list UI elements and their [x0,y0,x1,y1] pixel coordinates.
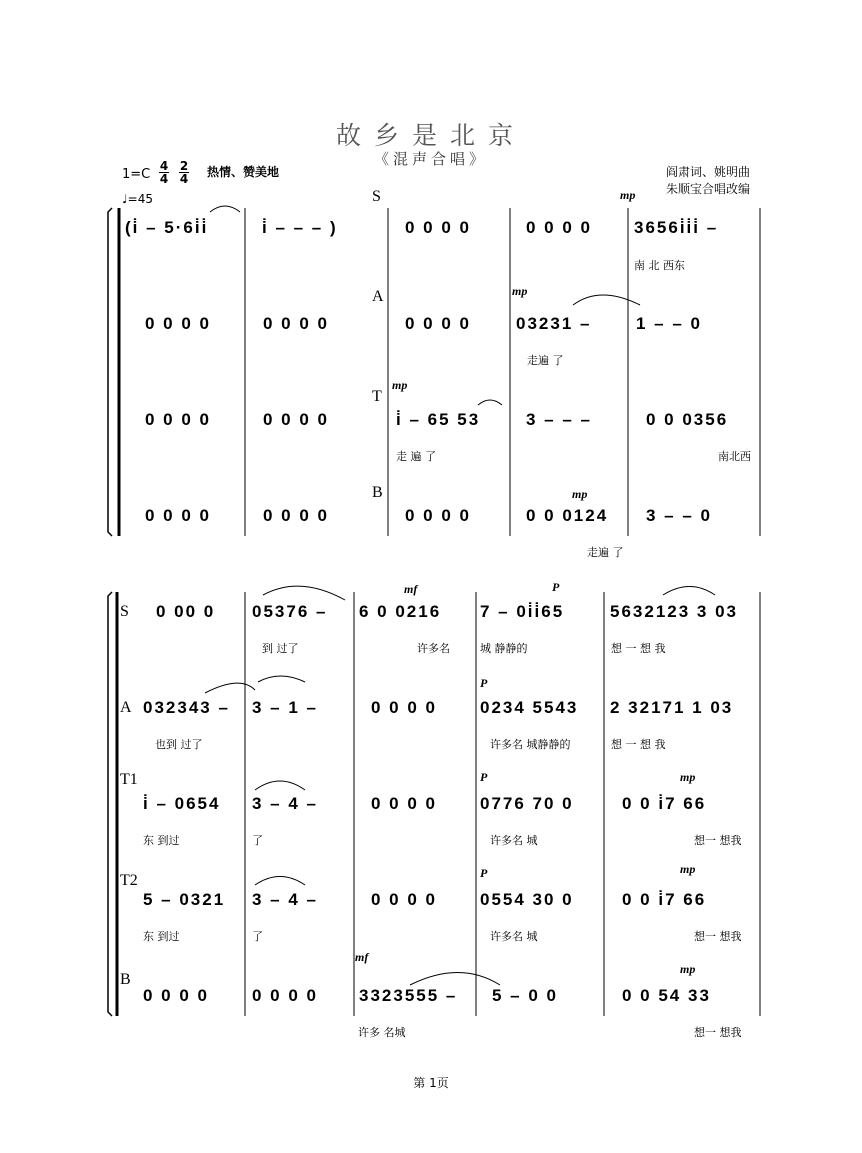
lyric-line: 了 [252,834,263,847]
dynamic-mark: mp [680,770,696,784]
notes-s-m2: 05376 – [252,602,328,621]
notes-s-m4: 7 – 0i̇i̇65 [480,602,565,621]
slur [573,295,640,305]
notes-t1-m2: 3 – 4 – [252,794,318,813]
page-number: 第 1页 [413,1076,449,1090]
notes-a-m1: 0 0 0 0 [145,314,211,333]
voice-label-tenor1: T1 [120,771,138,788]
dynamic-mark: mf [404,582,418,596]
credit-arranger: 朱顺宝合唱改编 [666,182,751,196]
lyric-line: 许多名 [417,642,450,655]
slur [263,586,345,600]
slur [255,877,305,886]
lyric-line: 许多 名城 [358,1026,406,1039]
dynamic-mark: P [552,580,560,594]
notes-t2-m5: 0 0 i̇7 66 [622,890,707,909]
notes-a-m2: 0 0 0 0 [263,314,329,333]
lyric-line: 城 静静的 [480,642,528,655]
lyric-line: 想一 想我 [694,834,742,847]
lyric-line: 想 一 想 我 [611,642,666,655]
notes-t1-m5: 0 0 i̇7 66 [622,794,707,813]
dynamic-mark: mp [512,284,528,298]
notes-t2-m3: 0 0 0 0 [371,890,437,909]
notes-a-m1: 032343 – [143,698,230,717]
notes-b-m2: 0 0 0 0 [263,506,329,525]
notes-s1-m1: (i̇ – 5·6i̇i̇ [125,218,209,237]
lyric-line: 走 遍 了 [396,450,436,463]
notes-t1-m4: 0776 70 0 [480,794,574,813]
voice-label-alto: A [372,288,384,305]
dynamic-mark: P [480,770,488,784]
notes-a-m5: 2 32171 1 03 [610,698,734,717]
lyric-line: 到 过了 [262,642,299,655]
voice-label-alto: A [120,699,132,716]
dynamic-mark: P [480,676,488,690]
dynamic-mark: mp [572,487,588,501]
ts-b-bottom: 4 [179,172,189,186]
notes-b-m1: 0 0 0 0 [143,986,209,1005]
system2-brace [108,592,112,1016]
notes-a-m2: 3 – 1 – [252,698,318,717]
credit-lyrics-music: 阎肃词、姚明曲 [666,165,751,179]
time-signature-a [158,160,170,185]
dynamic-mark: mp [392,378,408,392]
lyric-line: 走遍 了 [527,354,564,367]
notes-a-m4: 0234 5543 [480,698,579,717]
notes-b-m1: 0 0 0 0 [145,506,211,525]
notes-s-m1: 0 00 0 [156,602,216,621]
lyric-line: 想 一 想 我 [611,738,666,751]
lyric-line: 南 北 西东 [634,259,685,272]
dynamic-mark: mp [620,188,636,202]
ts-a-top: 4 [159,159,169,173]
notes-s1-m3: 0 0 0 0 [405,218,471,237]
notes-b-m3: 0 0 0 0 [405,506,471,525]
slur [478,400,502,405]
lyric-line: 了 [252,930,263,943]
dynamic-mark: mp [680,962,696,976]
voice-label-soprano: S [120,603,129,620]
dynamic-mark: P [480,866,488,880]
notes-b-m5: 0 0 54 33 [622,986,711,1005]
slur [410,973,500,986]
ts-a-bottom: 4 [159,172,169,186]
slur [663,587,715,596]
notes-a-m4: 03231 – [516,314,592,333]
notes-b-m5: 3 – – 0 [646,506,712,525]
notes-s-m3: 6 0 0216 [359,602,442,621]
ts-b-top: 2 [179,159,189,173]
lyric-line: 南北西 [718,450,751,463]
voice-label-bass: B [120,971,131,988]
lyric-line: 许多名 城 [490,834,538,847]
notes-t-m5: 0 0 0356 [646,410,729,429]
notes-a-m3: 0 0 0 0 [371,698,437,717]
system1-brace [108,208,112,536]
voice-label-bass: B [372,484,383,501]
lyric-line: 走遍 了 [587,546,624,559]
lyric-line: 想一 想我 [694,1026,742,1039]
notes-t2-m1: 5 – 0321 [143,890,226,909]
lyric-line: 东 到过 [143,930,180,943]
slur [205,683,255,693]
voice-label-soprano: S [372,188,381,205]
notes-a-m3: 0 0 0 0 [405,314,471,333]
metronome-mark: ♩=45 [122,192,153,206]
tempo-marking: 热情、赞美地 [207,165,280,179]
notes-b-m2: 0 0 0 0 [252,986,318,1005]
notes-t1-m1: i̇ – 0654 [143,794,221,813]
notes-t2-m2: 3 – 4 – [252,890,318,909]
page-title: 故乡是北京 [335,121,526,150]
notes-b-m4: 0 0 0124 [526,506,609,525]
lyric-line: 许多名 城静静的 [490,738,571,751]
notes-t-m4: 3 – – – [526,410,592,429]
slur [258,676,305,682]
slur [255,781,305,790]
notes-t-m3: i̇ – 65 53 [396,410,481,429]
notes-t-m1: 0 0 0 0 [145,410,211,429]
dynamic-mark: mf [355,950,369,964]
notes-t2-m4: 0554 30 0 [480,890,574,909]
notes-s1-m4: 0 0 0 0 [526,218,592,237]
lyric-line: 许多名 城 [490,930,538,943]
page-subtitle: 《混声合唱》 [373,150,488,168]
voice-label-tenor2: T2 [120,872,138,889]
notes-s-m5: 5632123 3 03 [610,602,738,621]
voice-label-tenor: T [372,388,382,405]
lyric-line: 东 到过 [143,834,180,847]
dynamic-mark: mp [680,862,696,876]
notes-b-m4: 5 – 0 0 [492,986,558,1005]
slur [210,206,240,212]
key-signature: 1=C [122,167,151,182]
notes-t-m2: 0 0 0 0 [263,410,329,429]
notes-s1-m2: i̇ – – – ) [262,218,338,237]
lyric-line: 想一 想我 [694,930,742,943]
notes-b-m3: 3323555 – [359,986,458,1005]
lyric-line: 也到 过了 [155,738,203,751]
time-signature-b [178,160,190,185]
notes-a-m5: 1 – – 0 [636,314,702,333]
notes-s1-m5: 3656i̇i̇i̇ – [634,218,719,237]
notes-t1-m3: 0 0 0 0 [371,794,437,813]
